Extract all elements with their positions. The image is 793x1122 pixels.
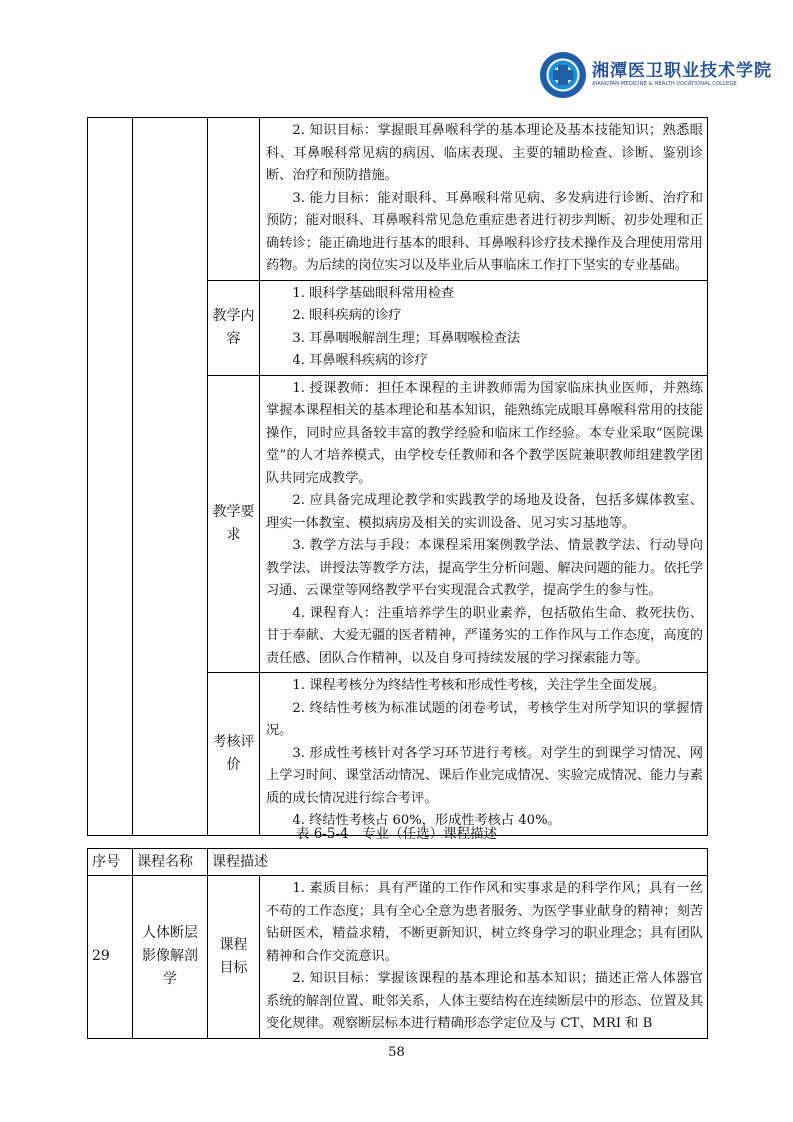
content-item: 2. 眼科疾病的诊疗 <box>292 308 402 323</box>
target-paragraph: 2. 知识目标：掌握眼耳鼻喉科学的基本理论及基本技能知识；熟悉眼科、耳鼻喉科常见病的病因、临床表现、主要的辅助检查、诊断、鉴别诊断、治疗和预防措施。 <box>266 123 703 183</box>
course-number: 29 <box>88 876 133 1039</box>
requirement-paragraph: 4. 课程育人：注重培养学生的职业素养，包括敬佑生命、救死扶伤、甘于奉献、大爱无疆的医者精神，严谨务实的工作作风与工作态度，高度的责任感、团队合作精神，以及自身可持续发展的学习探索能力等。 <box>266 605 703 666</box>
course-target-label: 课程目标 <box>208 876 260 1039</box>
assessment-desc <box>260 673 708 836</box>
header-number: 序号 <box>88 849 133 876</box>
school-name: 湘潭医卫职业技术学院 <box>592 61 772 81</box>
requirement-paragraph: 2. 应具备完成理论教学和实践教学的场地及设备，包括多媒体教室、理实一体教室、模拟病房及相关的实训设备、见习实习基地等。 <box>266 493 703 531</box>
course-name: 人体断层影像解剖学 <box>133 876 208 1039</box>
table-caption: 表 6-5-4 专业（任选）课程描述 <box>295 826 498 842</box>
target-row <box>88 118 708 281</box>
page-number: 58 <box>388 1045 405 1060</box>
requirement-desc <box>260 375 708 673</box>
content-desc <box>260 280 708 375</box>
assessment-paragraph: 2. 终结性考核为标准试题的闭卷考试，考核学生对所学知识的掌握情况。 <box>266 700 703 738</box>
header-course-desc: 课程描述 <box>208 849 708 876</box>
course-target-desc <box>260 876 708 1039</box>
requirement-paragraph: 3. 教学方法与手段：本课程采用案例教学法、情景教学法、行动导向教学法、讲授法等教学方法，提高学生分析问题、解决问题的能力。依托学习通、云课堂等网络教学平台实现混合式教学，提高学生的参与性。 <box>266 538 703 598</box>
target-label-cell-empty <box>208 118 260 281</box>
course-table-continued <box>87 117 708 836</box>
course-target-paragraph: 2. 知识目标：掌握该课程的基本理论和基本知识；描述正常人体器官系统的解剖位置、毗邻关系，人体主要结构在连续断层中的形态、位置及其变化规律。观察断层标本进行精确形态学定位及与 CT、MRI 和 B <box>266 971 703 1031</box>
table-row <box>88 876 708 1039</box>
content-label: 教学内容 <box>208 280 260 375</box>
content-item: 3. 耳鼻咽喉解剖生理；耳鼻咽喉检查法 <box>292 330 521 346</box>
content-item: 1. 眼科学基础眼科常用检查 <box>292 285 455 301</box>
header-course-name: 课程名称 <box>133 849 208 876</box>
course-target-paragraph: 1. 素质目标：具有严谨的工作作风和实事求是的科学作风；具有一丝不苟的工作态度；具有全心全意为患者服务、为医学事业献身的精神；刻苦钻研医术，精益求精，不断更新知识，树立终身学习的职业理念；具有团队精神和合作交流意识。 <box>266 881 703 964</box>
school-name-en: XIANGTAN MEDICINE & HEALTH VOCATIONAL COLLEGE <box>592 81 737 87</box>
requirement-paragraph: 1. 授课教师：担任本课程的主讲教师需为国家临床执业医师，并熟练掌握本课程相关的基本理论和基本知识，能熟练完成眼耳鼻喉科常用的技能操作，同时应具备较丰富的教学经验和临床工作经验。本专业采取“医院课堂”的人才培养模式，由学校专任教师和各个教学医院兼职教师组建教学团队共同完成教学。 <box>266 380 703 486</box>
school-logo <box>540 50 772 104</box>
content-item: 4. 耳鼻喉科疾病的诊疗 <box>292 353 428 368</box>
target-paragraph: 3. 能力目标：能对眼科、耳鼻喉科常见病、多发病进行诊断、治疗和预防；能对眼科、耳鼻喉科常见急危重症患者进行初步判断、初步处理和正确转诊；能正确地进行基本的眼科、耳鼻喉科诊疗技术操作及合理使用常用药物。为后续的岗位实习以及毕业后从事临床工作打下坚实的专业基础。 <box>266 190 703 273</box>
assessment-paragraph: 3. 形成性考核针对各学习环节进行考核。对学生的到课学习情况、网上学习时间、课堂活动情况、课后作业完成情况、实验完成情况、能力与素质的成长情况进行综合考评。 <box>266 745 703 806</box>
assessment-paragraph: 4. 终结性考核占 60%，形成性考核占 40%。 <box>292 813 561 828</box>
table-header-row <box>88 849 708 876</box>
target-desc <box>260 118 708 281</box>
course-name-cell-empty <box>133 118 208 836</box>
number-cell-empty <box>88 118 133 836</box>
assessment-paragraph: 1. 课程考核分为终结性考核和形成性考核，关注学生全面发展。 <box>292 678 666 693</box>
assessment-label: 考核评价 <box>208 673 260 836</box>
requirement-label: 教学要求 <box>208 375 260 673</box>
elective-course-table <box>87 848 708 1039</box>
